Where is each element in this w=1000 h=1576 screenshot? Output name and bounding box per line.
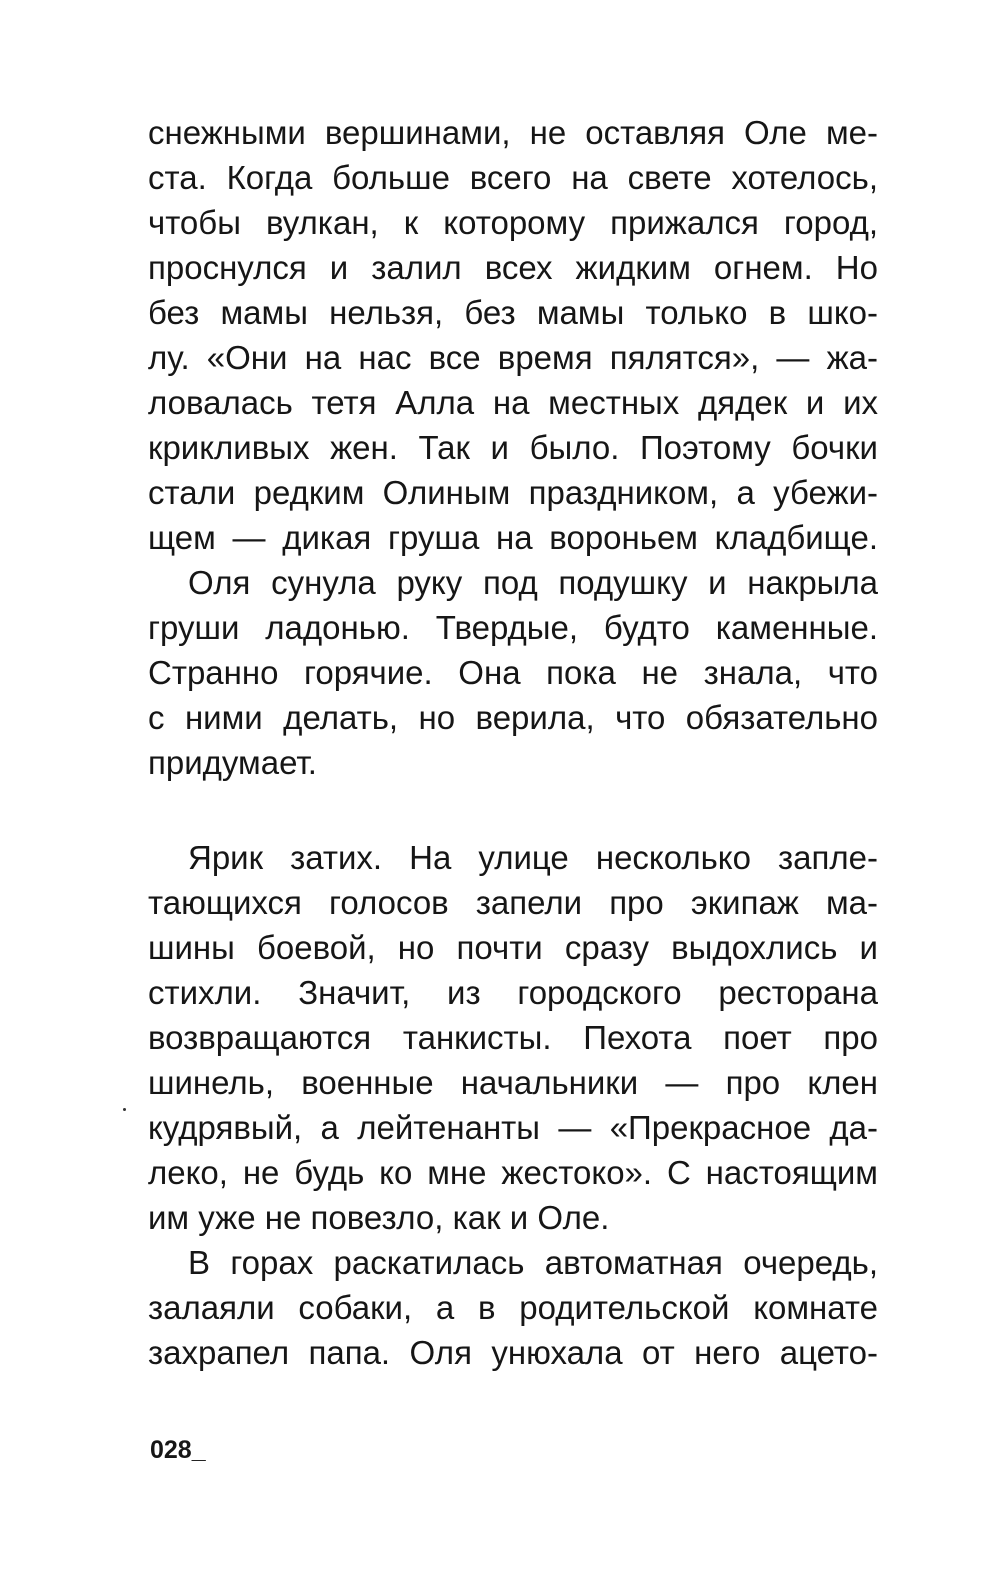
text-line: с ними делать, но верила, что обязательно: [148, 699, 878, 736]
text-line: леко, не будь ко мне жестоко». С настоящим: [148, 1154, 878, 1191]
text-line: кудрявый, а лейтенанты — «Прекрасное да-: [148, 1109, 878, 1146]
text-line: лу. «Они на нас все время пялятся», — жа-: [148, 339, 878, 376]
text-line: груши ладонью. Твердые, будто каменные.: [148, 609, 878, 646]
text-line: проснулся и залил всех жидким огнем. Но: [148, 249, 878, 286]
text-line: залаяли собаки, а в родительской комнате: [148, 1289, 878, 1326]
text-line: им уже не повезло, как и Оле.: [148, 1199, 610, 1236]
text-line: щем — дикая груша на вороньем кладбище.: [148, 519, 878, 556]
text-line: возвращаются танкисты. Пехота поет про: [148, 1019, 878, 1056]
page-number: 028_: [150, 1436, 206, 1464]
text-line: захрапел папа. Оля унюхала от него ацето-: [148, 1334, 878, 1371]
text-line: В горах раскатилась автоматная очередь,: [188, 1244, 878, 1281]
text-line: стихли. Значит, из городского ресторана: [148, 974, 878, 1011]
text-line: придумает.: [148, 744, 317, 781]
text-line: Странно горячие. Она пока не знала, что: [148, 654, 878, 691]
text-line: без мамы нельзя, без мамы только в шко-: [148, 294, 878, 331]
text-line: крикливых жен. Так и было. Поэтому бочки: [148, 429, 878, 466]
text-line: ловалась тетя Алла на местных дядек и их: [148, 384, 878, 421]
text-line: шинель, военные начальники — про клен: [148, 1064, 878, 1101]
text-line: тающихся голосов запели про экипаж ма-: [148, 884, 878, 921]
text-line: снежными вершинами, не оставляя Оле ме-: [148, 114, 878, 151]
text-line: Оля сунула руку под подушку и накрыла: [188, 564, 878, 601]
text-line: чтобы вулкан, к которому прижался город,: [148, 204, 878, 241]
text-line: ста. Когда больше всего на свете хотелось,: [148, 159, 878, 196]
text-line: шины боевой, но почти сразу выдохлись и: [148, 929, 878, 966]
text-line: стали редким Олиным праздником, а убежи-: [148, 474, 878, 511]
print-speck: [123, 1108, 126, 1111]
text-line: Ярик затих. На улице несколько запле-: [188, 839, 878, 876]
